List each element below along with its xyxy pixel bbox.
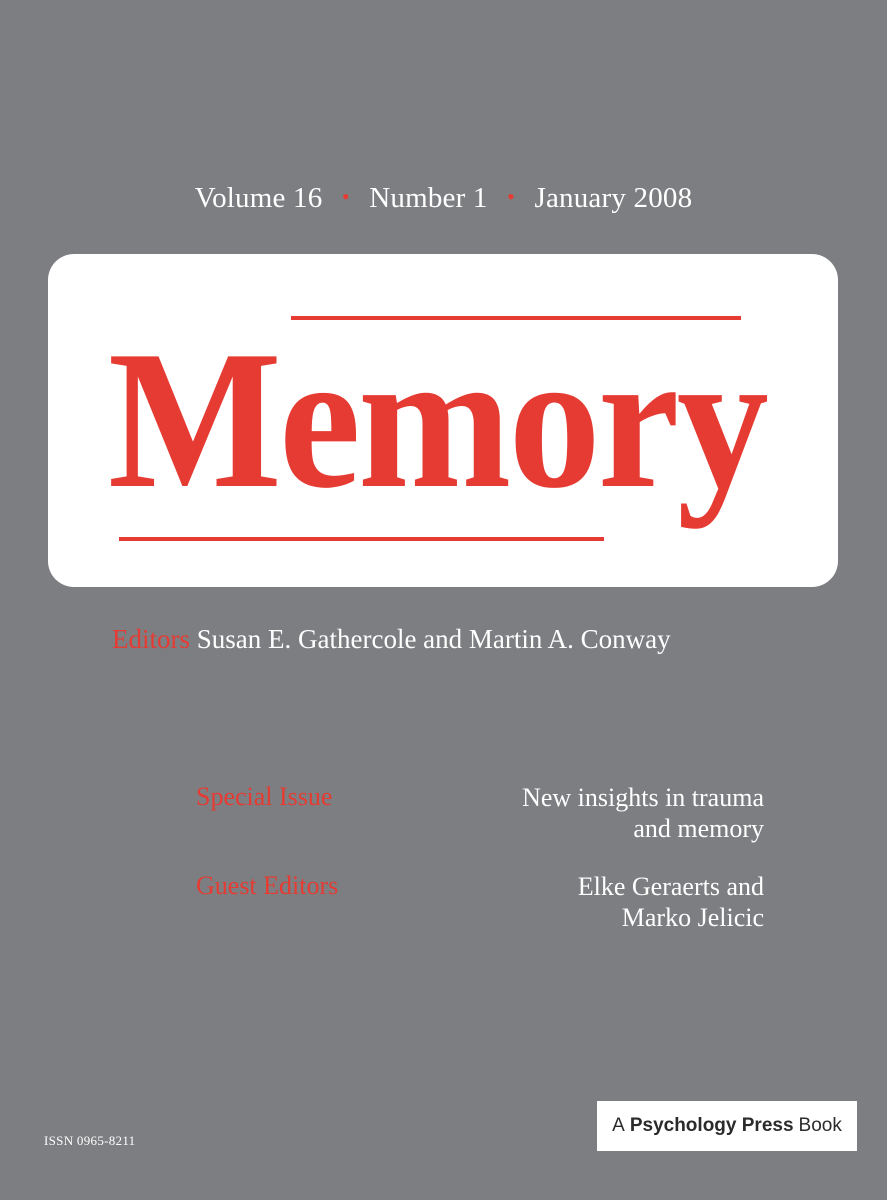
publisher-badge xyxy=(597,1101,857,1151)
issn-number: ISSN 0965-8211 xyxy=(44,1133,136,1148)
publisher-suffix: Book xyxy=(798,1115,842,1136)
date-text: January 2008 xyxy=(534,182,693,214)
guest-editors-label: Guest Editors xyxy=(196,871,339,900)
number-text: Number 1 xyxy=(369,182,488,214)
journal-title: Memory xyxy=(108,310,767,529)
volume-text: Volume 16 xyxy=(194,182,323,214)
guest-editors-line: Marko Jelicic xyxy=(621,903,764,932)
special-issue-label: Special Issue xyxy=(196,782,333,811)
special-issue-title-line: and memory xyxy=(633,814,764,843)
publisher-prefix: A xyxy=(612,1115,625,1136)
editors-line xyxy=(112,624,671,655)
editors-label: Editors xyxy=(112,624,190,654)
guest-editors-line: Elke Geraerts and xyxy=(577,872,764,901)
title-rule-bottom xyxy=(119,537,604,541)
guest-editors-names xyxy=(578,871,764,933)
special-issue-title xyxy=(522,782,764,844)
publisher-name: Psychology Press xyxy=(629,1115,794,1136)
special-issue-title-line: New insights in trauma xyxy=(522,783,764,812)
issue-info xyxy=(0,182,887,215)
editors-names: Susan E. Gathercole and Martin A. Conway xyxy=(196,624,671,654)
separator-dot: • xyxy=(341,184,350,209)
separator-dot: • xyxy=(507,184,515,209)
